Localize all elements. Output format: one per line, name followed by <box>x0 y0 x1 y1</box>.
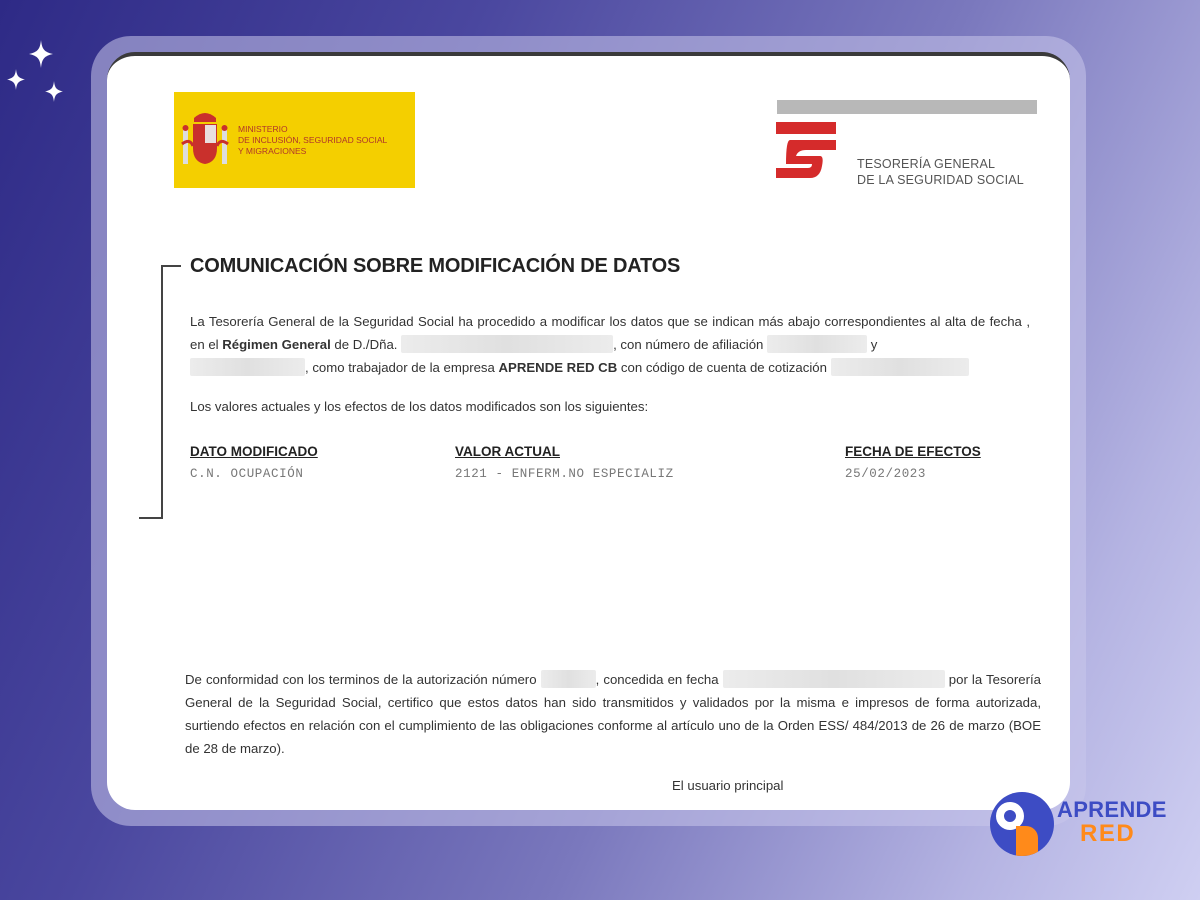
ministry-line-2: DE INCLUSIÓN, SEGURIDAD SOCIAL <box>238 134 388 145</box>
ministry-logo <box>174 92 415 188</box>
ministry-line-3: Y MIGRACIONES <box>238 145 307 156</box>
header-gray-bar <box>777 100 1037 114</box>
document-page <box>107 52 1070 810</box>
intro-text: La Tesorería General de la Seguridad Social ha procedido a modificar los datos que se indican más abajo correspondientes al alta de fecha , en el <box>190 314 1030 352</box>
cell-valor: 2121 - ENFERM.NO ESPECIALIZ <box>455 467 674 481</box>
cell-fecha: 25/02/2023 <box>845 467 927 481</box>
intro-paragraph <box>190 310 1030 379</box>
redacted-authorization-date <box>723 670 945 688</box>
intro-text: y <box>867 337 878 352</box>
aprende-red-logo <box>990 790 1170 860</box>
agency-line-1: TESORERÍA GENERAL <box>857 157 996 171</box>
aprende-red-logo-icon <box>990 792 1054 856</box>
agency-line-2: DE LA SEGURIDAD SOCIAL <box>857 173 1024 187</box>
brand-word-red: RED <box>1080 820 1136 847</box>
tgss-logo-icon <box>776 120 838 182</box>
section-bracket <box>139 265 183 519</box>
redacted-authorization-number <box>541 670 596 688</box>
intro-text: , con número de afiliación <box>613 337 768 352</box>
sparkle-icon <box>29 40 53 68</box>
redacted-account-code <box>831 358 969 376</box>
intro-text: de D./Dña. <box>330 337 402 352</box>
coat-of-arms-icon <box>180 108 230 172</box>
brand-word-aprende: APRENDE <box>1057 797 1167 822</box>
sparkle-icon <box>7 69 25 90</box>
ministry-name <box>238 124 387 157</box>
certification-text: por la Tesorería General de la Seguridad Social, certifico que estos datos han sido transmitidos y validados por la misma e impresos de forma autorizada, surtiendo efectos en relación con el cumplimiento de las obligaciones conforme al artículo uno de la Orden ESS/ 484/2013 de 26 de marzo (BOE de 28 de marzo). <box>185 672 1041 756</box>
agency-name <box>857 156 1024 188</box>
company-name: APRENDE RED CB <box>498 360 618 375</box>
redacted-id <box>190 358 305 376</box>
column-header-fecha: FECHA DE EFECTOS <box>845 444 981 459</box>
values-intro: Los valores actuales y los efectos de los datos modificados son los siguientes: <box>190 399 649 414</box>
cell-dato: C.N. OCUPACIÓN <box>190 467 304 481</box>
signer-label: El usuario principal <box>672 778 784 793</box>
intro-text: , como trabajador de la empresa <box>305 360 499 375</box>
column-header-dato: DATO MODIFICADO <box>190 444 318 459</box>
certification-text: De conformidad con los terminos de la autorización número <box>185 672 541 687</box>
certification-text: , concedida en fecha <box>595 672 723 687</box>
certification-paragraph <box>185 668 1041 760</box>
sparkle-icon <box>45 81 63 102</box>
document-title: COMUNICACIÓN SOBRE MODIFICACIÓN DE DATOS <box>190 255 681 277</box>
regimen-label: Régimen General <box>222 337 331 352</box>
intro-text: con código de cuenta de cotización <box>617 360 831 375</box>
redacted-affiliation-number <box>767 335 867 353</box>
ministry-line-1: MINISTERIO <box>238 123 288 134</box>
redacted-name <box>401 335 613 353</box>
column-header-valor: VALOR ACTUAL <box>455 444 560 459</box>
